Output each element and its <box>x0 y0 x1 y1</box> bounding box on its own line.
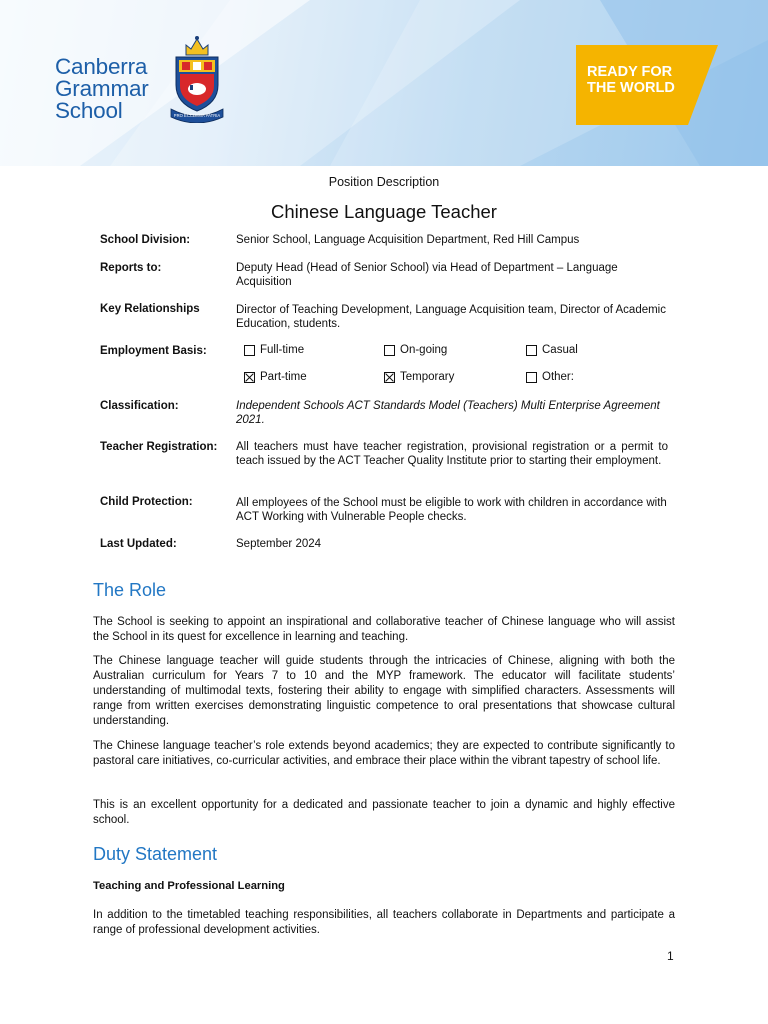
division-value: Senior School, Language Acquisition Department, Red Hill Campus <box>236 234 580 246</box>
duty-heading: Duty Statement <box>93 844 218 864</box>
document-type: Position Description <box>328 175 440 189</box>
employment-basis-label: Employment Basis: <box>100 345 207 357</box>
checkbox-empty-icon[interactable] <box>384 345 395 356</box>
checkbox-on-going[interactable] <box>384 344 447 356</box>
school-crest-icon <box>168 33 226 123</box>
checkbox-empty-icon[interactable] <box>244 345 255 356</box>
logo-line-3: School <box>55 98 123 123</box>
key-relationships-value: Director of Teaching Development, Language Acquisition team, Director of Academic Education, students. <box>236 304 666 330</box>
teacher-registration-value: All teachers must have teacher registration, provisional registration or a permit to teach issued by the ACT Teacher Quality Institute prior to starting their employment. <box>236 441 668 467</box>
duty-paragraph: In addition to the timetabled teaching responsibilities, all teachers collaborate in Departments and participate a range of professional development activities. <box>93 909 675 936</box>
checkbox-label: Temporary <box>400 371 455 383</box>
checkbox-label: Full-time <box>260 344 305 356</box>
checkbox-other[interactable] <box>526 371 574 383</box>
checkbox-empty-icon[interactable] <box>526 372 537 383</box>
classification-value: Independent Schools ACT Standards Model (Teachers) Multi Enterprise Agreement 2021. <box>236 400 660 426</box>
logo-line-1: Canberra <box>55 54 148 79</box>
role-paragraph-3: The Chinese language teacher’s role extends beyond academics; they are expected to contribute significantly to pastoral care initiatives, co-curricular activities, and embrace their place within the vibrant tapestry of school life. <box>93 740 675 767</box>
document-title: Chinese Language Teacher <box>271 201 497 222</box>
checkbox-casual[interactable] <box>526 344 578 356</box>
checkbox-empty-icon[interactable] <box>526 345 537 356</box>
reports-to-value: Deputy Head (Head of Senior School) via Head of Department – Language Acquisition <box>236 262 618 288</box>
reports-to-label: Reports to: <box>100 262 162 274</box>
child-protection-value: All employees of the School must be eligible to work with children in accordance with ACT Working with Vulnerable People checks. <box>236 497 667 523</box>
checkbox-label: Other: <box>542 371 574 383</box>
teacher-registration-label: Teacher Registration: <box>100 441 218 453</box>
checkbox-part-time[interactable] <box>244 371 307 383</box>
role-paragraph-4: This is an excellent opportunity for a dedicated and passionate teacher to join a dynamic and highly effective school. <box>93 799 675 826</box>
tagline-line-2: THE WORLD <box>587 80 675 96</box>
child-protection-label: Child Protection: <box>100 496 193 508</box>
checkbox-label: Part-time <box>260 371 307 383</box>
division-label: School Division: <box>100 234 191 246</box>
classification-label: Classification: <box>100 400 179 412</box>
school-logo-text <box>55 56 149 122</box>
page-number: 1 <box>667 949 674 963</box>
role-paragraph-1: The School is seeking to appoint an inspirational and collaborative teacher of Chinese language who will assist the School in its quest for excellence in learning and teaching. <box>93 616 675 643</box>
tagline <box>587 64 675 96</box>
checkbox-full-time[interactable] <box>244 344 304 356</box>
role-heading: The Role <box>93 580 167 600</box>
last-updated-label: Last Updated: <box>100 538 177 550</box>
crest-motto: PRO ECCLESIA PATRIA <box>173 113 221 118</box>
checkbox-label: On-going <box>400 344 448 356</box>
last-updated-value: September 2024 <box>236 538 322 550</box>
checkbox-label: Casual <box>542 344 578 356</box>
checkbox-temporary[interactable] <box>384 371 454 383</box>
role-paragraph-2: The Chinese language teacher will guide students through the intricacies of Chinese, aligning with both the Australian curriculum for Years 7 to 10 and the MYP framework. The educator will facilitate students’ understanding of multimodal texts, fostering their ability to engage with simplified characters. Assessments will range from written exercises demonstrating linguistic competence to oral presentations that showcase cultural understanding. <box>93 655 675 727</box>
checkbox-checked-icon[interactable] <box>384 372 395 383</box>
key-relationships-label: Key Relationships <box>100 303 200 315</box>
tagline-line-1: READY FOR <box>587 64 673 80</box>
checkbox-checked-icon[interactable] <box>244 372 255 383</box>
duty-subheading: Teaching and Professional Learning <box>93 880 285 892</box>
logo-line-2: Grammar <box>55 76 149 101</box>
